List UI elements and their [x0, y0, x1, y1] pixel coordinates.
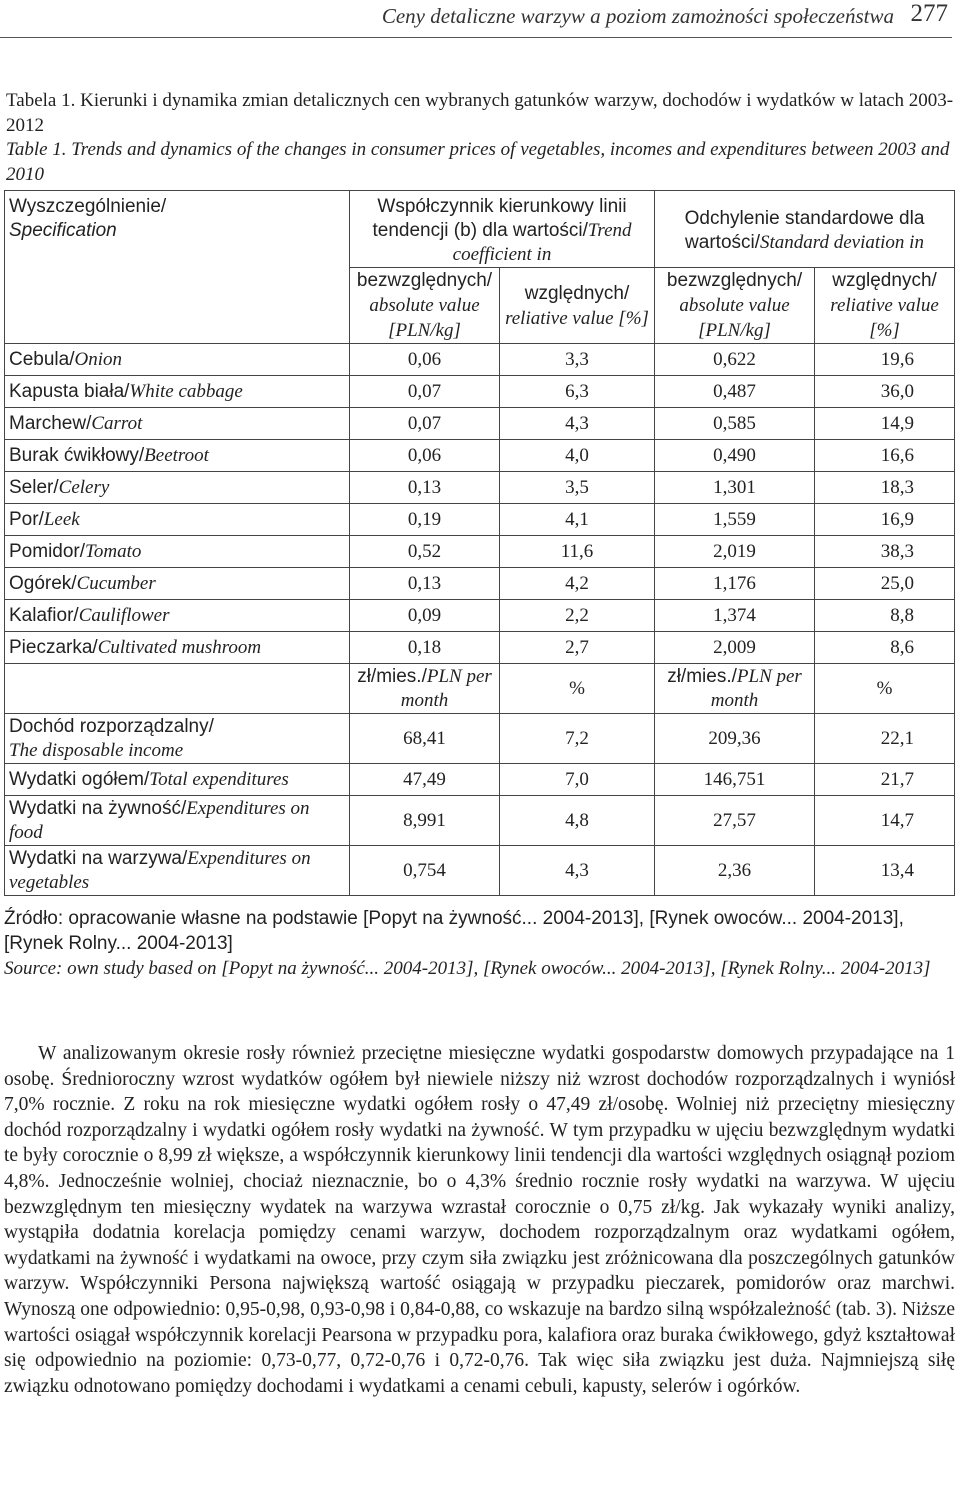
- cell-trend-abs: 0,07: [350, 408, 500, 440]
- cell-trend-rel: 3,5: [500, 472, 655, 504]
- table-row: [5, 632, 955, 664]
- cell-sd-rel: 25,0: [815, 568, 955, 600]
- row-label: Wydatki ogółem/Total expenditures: [5, 764, 350, 796]
- cell-sd-abs: 146,751: [655, 764, 815, 796]
- cell-sd-rel: 14,9: [815, 408, 955, 440]
- row-label: Kapusta biała/White cabbage: [5, 376, 350, 408]
- cell-sd-abs: 2,019: [655, 536, 815, 568]
- table-row: [5, 764, 955, 796]
- header-relative: względnych/ reliative value [%]: [500, 268, 655, 344]
- table-row: [5, 536, 955, 568]
- cell-sd-abs: 0,622: [655, 344, 815, 376]
- cell-sd-rel: 16,6: [815, 440, 955, 472]
- row-label: Wydatki na żywność/Expenditures on food: [5, 796, 350, 846]
- table-row: [5, 600, 955, 632]
- row-label: Burak ćwikłowy/Beetroot: [5, 440, 350, 472]
- header-specification: Wyszczególnienie/ Specification: [5, 191, 350, 344]
- cell-trend-abs: 0,06: [350, 344, 500, 376]
- cell-trend-rel: 6,3: [500, 376, 655, 408]
- cell-trend-rel: 4,8: [500, 796, 655, 846]
- cell-sd-abs: 2,36: [655, 846, 815, 896]
- cell-sd-abs: 2,009: [655, 632, 815, 664]
- running-title: Ceny detaliczne warzyw a poziom zamożności społeczeństwa: [381, 4, 894, 28]
- cell-sd-rel: 16,9: [815, 504, 955, 536]
- cell-trend-abs: 8,991: [350, 796, 500, 846]
- cell-sd-rel: 8,6: [815, 632, 955, 664]
- row-label: Marchew/Carrot: [5, 408, 350, 440]
- cell-trend-rel: 2,7: [500, 632, 655, 664]
- cell-trend-abs: 0,13: [350, 472, 500, 504]
- unit-percent: %: [500, 664, 655, 714]
- cell-sd-rel: 8,8: [815, 600, 955, 632]
- data-table: [4, 190, 955, 896]
- table-row: [5, 440, 955, 472]
- unit-percent: %: [815, 664, 955, 714]
- page-number: 277: [910, 0, 948, 27]
- cell-sd-rel: 19,6: [815, 344, 955, 376]
- cell-trend-rel: 4,1: [500, 504, 655, 536]
- body-paragraph: W analizowanym okresie rosły również przeciętne miesięczne wydatki gospodarstw domowych przypadające na 1 osobę. Średnioroczny wzrost wydatków ogółem był niewiele niższy niż wzrost dochodów rozporządzalnych i wyniósł 7,0% rocznie. Z roku na rok miesięczne wydatki ogółem rosły o 47,49 zł/osobę. Wolniej niż przeciętny miesięczny dochód rozporządzalny i wydatki ogółem rosły wydatki na żywność. W tym przypadku w ujęciu bezwzględnym wydatki te były corocznie o 8,99 zł większe, a współczynnik kierunkowy linii tendencji dla wartości względnych osiągnął poziom 4,8%. Jednocześnie wolniej, chociaż nieznacznie, bo o 4,3% średnio rocznie rosły wydatki na warzywa. W ujęciu bezwzględnym ten miesięczny wydatek na warzywa wzrastał corocznie o 0,75 zł/kg. Jak wykazały wyniki analizy, wystąpiła dodatnia korelacja pomiędzy cenami warzyw, dochodem rozporządzalnym oraz wydatkami ogółem, wydatkami na żywność i wydatkami na owoce, przy czym siła związku jest zróżnicowana dla poszczególnych gatunków warzyw. Współczynniki Persona największą wartość osiągają w przypadku pieczarek, pomidorów oraz marchwi. Wynoszą one odpowiednio: 0,95-0,98, 0,93-0,98 i 0,84-0,88, co wskazuje na bardzo silną współzależność (tab. 3). Niższe wartości osiągał współczynnik korelacji Pearsona w przypadku pora, kalafiora oraz buraka ćwikłowego, gdyż kształtował się odpowiednio na poziomie: 0,73-0,77, 0,72-0,76 i 0,72-0,76. Tak więc siła związku jest duża. Najmniejszą siłę związku odnotowano pomiędzy dochodami i wydatkami a cenami cebuli, kapusty, selerów i ogórków.: [4, 1043, 955, 1397]
- header-standard-deviation: Odchylenie standardowe dla wartości/Standard deviation in: [655, 191, 955, 268]
- cell-sd-abs: 0,490: [655, 440, 815, 472]
- row-label: Kalafior/Cauliflower: [5, 600, 350, 632]
- row-label: Dochód rozporządzalny/ The disposable income: [5, 714, 350, 764]
- table-row: [5, 408, 955, 440]
- cell-sd-rel: 38,3: [815, 536, 955, 568]
- cell-sd-rel: 22,1: [815, 714, 955, 764]
- cell-trend-abs: 68,41: [350, 714, 500, 764]
- cell-trend-rel: 3,3: [500, 344, 655, 376]
- header-absolute: bezwzględnych/ absolute value [PLN/kg]: [655, 268, 815, 344]
- header-absolute: bezwzględnych/ absolute value [PLN/kg]: [350, 268, 500, 344]
- cell-sd-abs: 27,57: [655, 796, 815, 846]
- table-caption-pl: Tabela 1. Kierunki i dynamika zmian detalicznych cen wybranych gatunków warzyw, dochodów i wydatków w latach 2003-2012: [6, 90, 954, 136]
- row-label: Seler/Celery: [5, 472, 350, 504]
- cell-sd-rel: 14,7: [815, 796, 955, 846]
- cell-trend-rel: 4,0: [500, 440, 655, 472]
- table-row: [5, 796, 955, 846]
- unit-row-label: [5, 664, 350, 714]
- table-row: [5, 504, 955, 536]
- cell-trend-abs: 0,19: [350, 504, 500, 536]
- cell-sd-abs: 1,176: [655, 568, 815, 600]
- cell-trend-abs: 0,754: [350, 846, 500, 896]
- cell-trend-rel: 7,0: [500, 764, 655, 796]
- cell-sd-rel: 13,4: [815, 846, 955, 896]
- table-row: [5, 714, 955, 764]
- row-label: Pomidor/Tomato: [5, 536, 350, 568]
- row-label: Cebula/Onion: [5, 344, 350, 376]
- cell-trend-rel: 4,3: [500, 408, 655, 440]
- table-source: [4, 906, 956, 981]
- cell-sd-rel: 36,0: [815, 376, 955, 408]
- cell-sd-abs: 0,585: [655, 408, 815, 440]
- cell-trend-abs: 0,13: [350, 568, 500, 600]
- unit-pln-month: zł/mies./PLN per month: [350, 664, 500, 714]
- cell-trend-rel: 4,2: [500, 568, 655, 600]
- table-caption-en: Table 1. Trends and dynamics of the changes in consumer prices of vegetables, incomes and expenditures between 2003 and 2010: [6, 139, 950, 185]
- header-trend-coefficient: Współczynnik kierunkowy linii tendencji (b) dla wartości/Trend coefficient in: [350, 191, 655, 268]
- table-row: [5, 846, 955, 896]
- cell-sd-abs: 209,36: [655, 714, 815, 764]
- source-en: Source: own study based on [Popyt na żywność... 2004-2013], [Rynek owoców... 2004-2013], [Rynek Rolny... 2004-2013]: [4, 958, 931, 979]
- cell-trend-abs: 0,09: [350, 600, 500, 632]
- cell-trend-rel: 11,6: [500, 536, 655, 568]
- cell-sd-abs: 1,374: [655, 600, 815, 632]
- table-row: [5, 344, 955, 376]
- source-pl: Źródło: opracowanie własne na podstawie [Popyt na żywność... 2004-2013], [Rynek owoców... 2004-2013], [Rynek Rolny... 2004-2013]: [4, 908, 904, 954]
- table-row: [5, 472, 955, 504]
- cell-trend-abs: 0,06: [350, 440, 500, 472]
- row-label: Pieczarka/Cultivated mushroom: [5, 632, 350, 664]
- cell-sd-abs: 0,487: [655, 376, 815, 408]
- row-label: Ogórek/Cucumber: [5, 568, 350, 600]
- row-label: Por/Leek: [5, 504, 350, 536]
- header-relative: względnych/ reliative value [%]: [815, 268, 955, 344]
- cell-sd-rel: 21,7: [815, 764, 955, 796]
- unit-row: [5, 664, 955, 714]
- unit-pln-month: zł/mies./PLN per month: [655, 664, 815, 714]
- cell-trend-rel: 2,2: [500, 600, 655, 632]
- cell-trend-abs: 47,49: [350, 764, 500, 796]
- cell-trend-abs: 0,52: [350, 536, 500, 568]
- row-label: Wydatki na warzywa/Expenditures on vegetables: [5, 846, 350, 896]
- cell-sd-rel: 18,3: [815, 472, 955, 504]
- cell-trend-rel: 4,3: [500, 846, 655, 896]
- running-header: [0, 0, 952, 38]
- cell-trend-abs: 0,18: [350, 632, 500, 664]
- cell-trend-abs: 0,07: [350, 376, 500, 408]
- table-row: [5, 568, 955, 600]
- table-row: [5, 376, 955, 408]
- cell-trend-rel: 7,2: [500, 714, 655, 764]
- cell-sd-abs: 1,559: [655, 504, 815, 536]
- cell-sd-abs: 1,301: [655, 472, 815, 504]
